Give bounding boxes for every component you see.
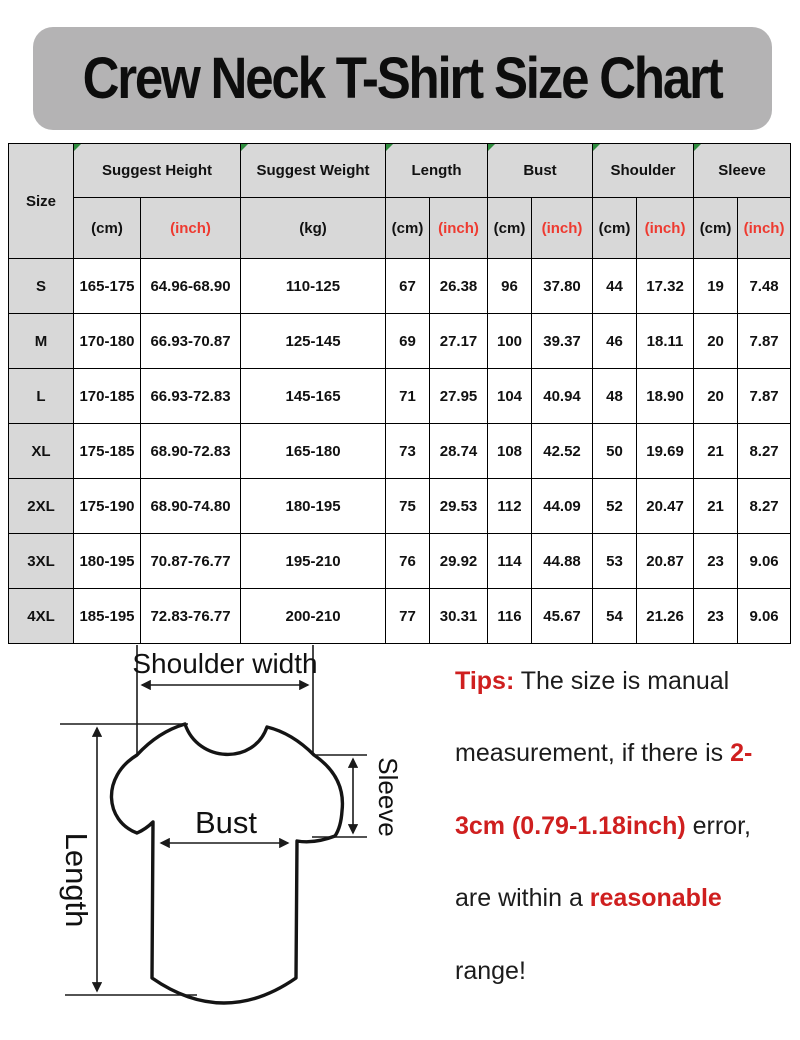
tip-text: The size is manual [514, 666, 730, 695]
measurement-value: 27.17 [430, 314, 488, 369]
tip-text: measurement, if there is [455, 739, 731, 768]
measurement-value: 44.09 [532, 479, 593, 534]
tip-text: error, [685, 811, 751, 840]
length-label: Length [59, 832, 94, 928]
measurement-value: 48 [593, 369, 637, 424]
measurement-value: 20 [694, 314, 738, 369]
measurement-value: 69 [386, 314, 430, 369]
measurement-value: 40.94 [532, 369, 593, 424]
column-header-length: Length [386, 144, 488, 198]
measurement-value: 37.80 [532, 259, 593, 314]
unit-label-cm: (cm) [488, 198, 532, 259]
measurement-value: 112 [488, 479, 532, 534]
measurement-value: 100 [488, 314, 532, 369]
measurement-value: 175-185 [74, 424, 141, 479]
unit-label-inch: (inch) [637, 198, 694, 259]
measurement-value: 76 [386, 534, 430, 589]
measurement-value: 70.87-76.77 [141, 534, 241, 589]
measurement-value: 9.06 [738, 534, 791, 589]
tip-highlight: reasonable [589, 884, 722, 913]
measurement-value: 29.53 [430, 479, 488, 534]
tip-highlight: Tips: [455, 666, 515, 695]
measurement-value: 68.90-74.80 [141, 479, 241, 534]
measurement-value: 77 [386, 589, 430, 644]
tip-text: are within a [455, 884, 590, 913]
page-title: Crew Neck T-Shirt Size Chart [83, 46, 722, 111]
measurement-value: 114 [488, 534, 532, 589]
measurement-value: 17.32 [637, 259, 694, 314]
measurement-value: 104 [488, 369, 532, 424]
measurement-value: 96 [488, 259, 532, 314]
measurement-value: 185-195 [74, 589, 141, 644]
unit-label-cm: (cm) [386, 198, 430, 259]
measurement-value: 42.52 [532, 424, 593, 479]
tshirt-measurement-diagram [30, 645, 450, 1040]
table-row [9, 259, 791, 314]
measurement-value: 50 [593, 424, 637, 479]
measurement-value: 52 [593, 479, 637, 534]
measurement-value: 8.27 [738, 479, 791, 534]
measurement-value: 108 [488, 424, 532, 479]
tshirt-outline [111, 724, 342, 1003]
header-units-row [9, 198, 791, 259]
measurement-value: 68.90-72.83 [141, 424, 241, 479]
measurement-value: 9.06 [738, 589, 791, 644]
size-label: 3XL [9, 534, 74, 589]
measurement-value: 19.69 [637, 424, 694, 479]
size-label: XL [9, 424, 74, 479]
measurement-value: 46 [593, 314, 637, 369]
table-row [9, 369, 791, 424]
tips-text [455, 645, 795, 1008]
size-label: S [9, 259, 74, 314]
tip-line [455, 935, 795, 1008]
column-header-sleeve: Sleeve [694, 144, 791, 198]
size-label: L [9, 369, 74, 424]
shoulder-width-label: Shoulder width [132, 648, 318, 679]
measurement-value: 23 [694, 534, 738, 589]
size-label: 4XL [9, 589, 74, 644]
tip-line [455, 790, 795, 863]
measurement-value: 75 [386, 479, 430, 534]
measurement-value: 21 [694, 479, 738, 534]
measurement-value: 21 [694, 424, 738, 479]
measurement-value: 64.96-68.90 [141, 259, 241, 314]
measurement-value: 73 [386, 424, 430, 479]
table-row [9, 479, 791, 534]
unit-label-cm: (cm) [74, 198, 141, 259]
bust-label: Bust [194, 805, 258, 840]
table-row [9, 314, 791, 369]
measurement-value: 53 [593, 534, 637, 589]
unit-label-inch: (inch) [738, 198, 791, 259]
measurement-value: 180-195 [74, 534, 141, 589]
measurement-value: 175-190 [74, 479, 141, 534]
measurement-value: 72.83-76.77 [141, 589, 241, 644]
measurement-value: 180-195 [241, 479, 386, 534]
measurement-value: 170-180 [74, 314, 141, 369]
measurement-value: 170-185 [74, 369, 141, 424]
column-header-size: Size [9, 144, 74, 259]
measurement-value: 110-125 [241, 259, 386, 314]
unit-label-inch: (inch) [430, 198, 488, 259]
measurement-value: 195-210 [241, 534, 386, 589]
measurement-value: 19 [694, 259, 738, 314]
size-label: 2XL [9, 479, 74, 534]
size-label: M [9, 314, 74, 369]
measurement-value: 30.31 [430, 589, 488, 644]
measurement-value: 44.88 [532, 534, 593, 589]
unit-label-cm: (cm) [694, 198, 738, 259]
table-row [9, 589, 791, 644]
column-header-suggest-height: Suggest Height [74, 144, 241, 198]
measurement-value: 8.27 [738, 424, 791, 479]
measurement-value: 44 [593, 259, 637, 314]
measurement-value: 18.11 [637, 314, 694, 369]
unit-label-inch: (inch) [532, 198, 593, 259]
tip-highlight: 2- [730, 739, 753, 768]
measurement-value: 7.48 [738, 259, 791, 314]
sleeve-label: Sleeve [373, 757, 403, 837]
measurement-value: 66.93-72.83 [141, 369, 241, 424]
measurement-value: 20.87 [637, 534, 694, 589]
tip-line [455, 863, 795, 936]
column-header-bust: Bust [488, 144, 593, 198]
unit-label-kg: (kg) [241, 198, 386, 259]
table-row [9, 534, 791, 589]
unit-label-inch: (inch) [141, 198, 241, 259]
header-group-row [9, 144, 791, 198]
measurement-value: 28.74 [430, 424, 488, 479]
tip-text: range! [455, 956, 526, 985]
measurement-value: 21.26 [637, 589, 694, 644]
measurement-value: 165-175 [74, 259, 141, 314]
measurement-value: 20 [694, 369, 738, 424]
tip-line [455, 645, 795, 718]
measurement-value: 23 [694, 589, 738, 644]
measurement-value: 7.87 [738, 314, 791, 369]
measurement-value: 27.95 [430, 369, 488, 424]
measurement-value: 66.93-70.87 [141, 314, 241, 369]
measurement-value: 54 [593, 589, 637, 644]
measurement-value: 165-180 [241, 424, 386, 479]
measurement-value: 45.67 [532, 589, 593, 644]
measurement-value: 26.38 [430, 259, 488, 314]
measurement-value: 67 [386, 259, 430, 314]
column-header-suggest-weight: Suggest Weight [241, 144, 386, 198]
column-header-shoulder: Shoulder [593, 144, 694, 198]
measurement-value: 71 [386, 369, 430, 424]
size-table-body [9, 259, 791, 644]
measurement-value: 39.37 [532, 314, 593, 369]
measurement-value: 116 [488, 589, 532, 644]
tip-line [455, 718, 795, 791]
measurement-value: 145-165 [241, 369, 386, 424]
measurement-value: 125-145 [241, 314, 386, 369]
measurement-value: 29.92 [430, 534, 488, 589]
measurement-value: 7.87 [738, 369, 791, 424]
size-chart-table [8, 143, 791, 644]
title-banner [33, 27, 772, 130]
measurement-value: 20.47 [637, 479, 694, 534]
measurement-value: 200-210 [241, 589, 386, 644]
table-row [9, 424, 791, 479]
measurement-value: 18.90 [637, 369, 694, 424]
tip-highlight: 3cm (0.79-1.18inch) [455, 811, 686, 840]
unit-label-cm: (cm) [593, 198, 637, 259]
